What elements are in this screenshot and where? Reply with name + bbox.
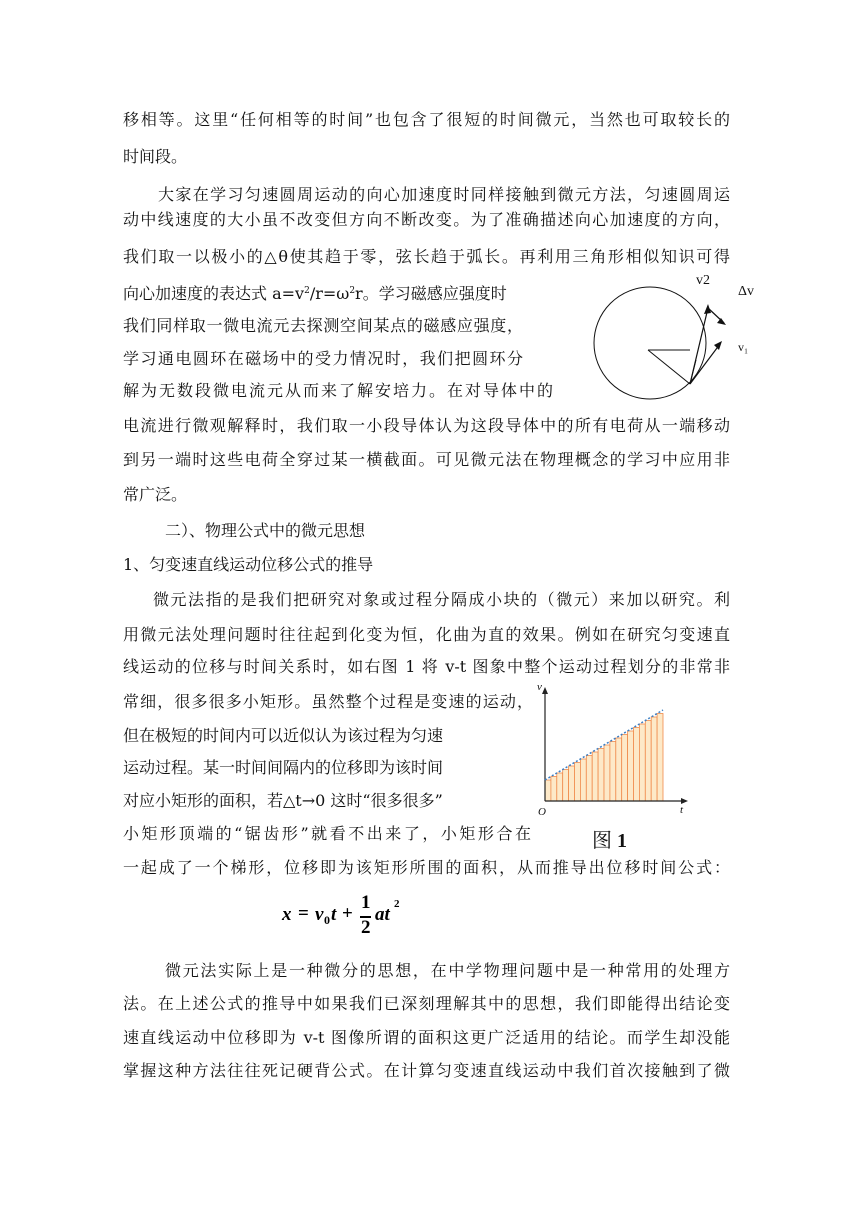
- formula-x: x: [282, 904, 292, 925]
- rectangle-strip: [604, 745, 610, 801]
- rectangle-strip: [569, 766, 575, 801]
- text-line: 一起成了一个梯形，位移即为该矩形所围的面积，从而推导出位移时间公式：: [123, 858, 730, 877]
- rectangle-strip: [616, 738, 622, 801]
- text-line: 电流进行微观解释时，我们取一小段导体认为这段导体中的所有电荷从一端移动: [123, 416, 730, 435]
- text-line: 法。在上述公式的推导中如果我们已深刻理解其中的思想，我们即能得出结论变: [123, 994, 730, 1013]
- arrowhead: [704, 304, 711, 314]
- rectangle-strip: [551, 777, 557, 802]
- axis-v-label: v: [537, 681, 542, 693]
- circle-path: [594, 287, 706, 399]
- text-line: 运动过程。某一时间间隔内的位移即为该时间: [123, 758, 444, 777]
- rectangle-strips: [545, 714, 663, 802]
- text-line: 线运动的位移与时间关系时，如右图 1 将 v-t 图象中整个运动过程划分的非常非: [123, 657, 730, 676]
- formula-at: at: [375, 904, 390, 925]
- rectangle-strip: [657, 714, 663, 802]
- text-line: 时间段。: [123, 147, 188, 166]
- text-line: 常广泛。: [123, 485, 188, 504]
- rectangle-strip: [610, 742, 616, 802]
- text-line: 微元法实际上是一种微分的思想，在中学物理问题中是一种常用的处理方: [165, 961, 730, 980]
- formula-equals: =: [298, 903, 309, 924]
- subsection-heading: 1、匀变速直线运动位移公式的推导: [123, 555, 374, 574]
- rectangle-strip: [639, 724, 645, 801]
- caption-word: 图: [592, 830, 612, 852]
- text-line: 学习通电圆环在磁场中的受力情况时，我们把圆环分: [123, 349, 523, 368]
- text-run: 向心加速度的表达式 a=v: [123, 284, 305, 303]
- figure-caption: [592, 824, 627, 853]
- caption-number: 1: [617, 830, 627, 852]
- text-line: 我们同样取一微电流元去探测空间某点的磁感应强度，: [123, 316, 523, 335]
- formula-numerator: 1: [361, 892, 371, 913]
- origin-label: O: [538, 806, 546, 818]
- superscript: 2: [349, 286, 356, 296]
- vt-graph-figure: [535, 684, 695, 824]
- label-v2: v2: [696, 273, 710, 288]
- text-line: 对应小矩形的面积，若△t→0 这时“很多很多”: [123, 791, 443, 810]
- rectangle-strip: [575, 763, 581, 802]
- displacement-formula: [282, 892, 422, 940]
- rectangle-strip: [622, 735, 628, 802]
- text-line-formula: [123, 284, 507, 304]
- text-line: 小矩形顶端的“锯齿形”就看不出来了，小矩形合在: [123, 824, 531, 843]
- arrowhead: [717, 318, 726, 325]
- superscript: 2: [304, 286, 310, 296]
- formula-plus: +: [342, 903, 353, 924]
- label-v1: v₁: [738, 340, 749, 354]
- text-line: 大家在学习匀速圆周运动的向心加速度时同样接触到微元方法，匀速圆周运: [158, 185, 730, 204]
- rectangle-strip: [580, 759, 586, 801]
- rectangle-strip: [634, 728, 640, 802]
- rectangle-strip: [563, 770, 569, 802]
- rectangle-strip: [592, 752, 598, 801]
- rectangle-strip: [598, 749, 604, 802]
- formula-exponent: 2: [394, 898, 400, 910]
- text-line: 但在极短的时间内可以近似认为该过程为匀速: [123, 726, 444, 745]
- text-line: 用微元法处理问题时往往起到化变为恒，化曲为直的效果。例如在研究匀变速直: [123, 625, 730, 644]
- section-heading: 二）、物理公式中的微元思想: [165, 521, 366, 540]
- formula-denominator: 2: [361, 917, 371, 938]
- text-line: 到另一端时这些电荷全穿过某一横截面。可见微元法在物理概念的学习中应用非: [123, 450, 730, 469]
- label-delta-v: Δv: [738, 284, 755, 299]
- text-line: 我们取一以极小的△θ使其趋于零，弦长趋于弧长。再利用三角形相似知识可得: [123, 247, 730, 266]
- rectangle-strip: [645, 721, 651, 802]
- rectangle-strip: [586, 756, 592, 802]
- axis-t-label: t: [680, 804, 684, 816]
- rectangle-strip: [557, 773, 563, 801]
- text-line: 微元法指的是我们把研究对象或过程分隔成小块的（微元）来加以研究。利: [153, 590, 730, 609]
- text-line: 掌握这种方法往往死记硬背公式。在计算匀变速直线运动中我们首次接触到了微: [123, 1061, 730, 1080]
- text-line: 解为无数段微电流元从而来了解安培力。在对导体中的: [123, 381, 553, 400]
- arrowhead: [714, 341, 722, 350]
- circular-motion-figure: [590, 280, 760, 400]
- text-line: 常细，很多很多小矩形。虽然整个过程是变速的运动，: [123, 692, 533, 711]
- rectangle-strip: [651, 717, 657, 801]
- text-line: 速直线运动中位移即为 v-t 图像所谓的面积这更广泛适用的结论。而学生却没能: [123, 1028, 730, 1047]
- text-line: 移相等。这里“任何相等的时间”也包含了很短的时间微元，当然也可取较长的: [123, 110, 730, 129]
- text-run: r。学习磁感应强度时: [355, 284, 507, 303]
- formula-t: t: [331, 904, 337, 925]
- text-run: /r=ω: [309, 284, 350, 303]
- formula-v: v: [315, 904, 324, 925]
- rectangle-strip: [628, 731, 634, 801]
- rectangle-strip: [545, 780, 551, 801]
- radius-line: [648, 350, 690, 384]
- text-line: 动中线速度的大小虽不改变但方向不断改变。为了准确描述向心加速度的方向，: [123, 210, 730, 229]
- formula-subscript: 0: [324, 913, 330, 927]
- v-axis-arrow: [542, 687, 548, 694]
